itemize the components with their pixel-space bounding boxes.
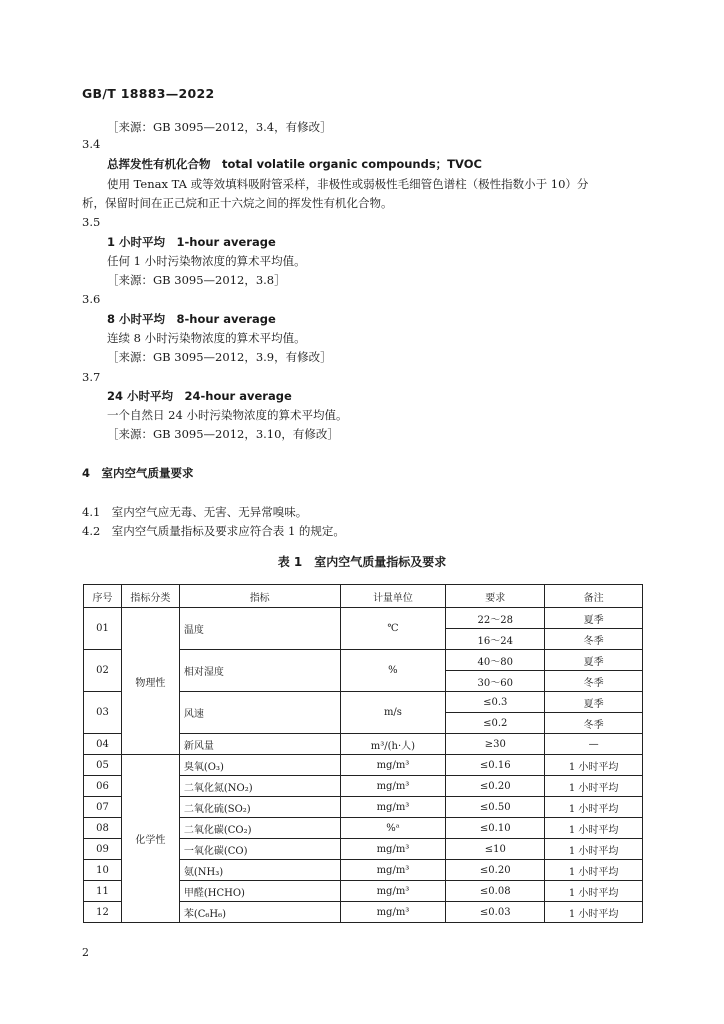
unit-cell: ℃: [340, 608, 446, 650]
clause-number: 3.6: [82, 292, 101, 306]
row-number: 12: [84, 902, 122, 923]
indicator-name: 二氧化硫(SO₂): [179, 797, 340, 818]
unit-cell: mg/m³: [340, 860, 446, 881]
row-number: 08: [84, 818, 122, 839]
definition-text: 使用 Tenax TA 或等效填料吸附管采样，非极性或弱极性毛细管色谱柱（极性指数小于 10）分: [107, 177, 589, 191]
term-title: 1 小时平均 1-hour average: [107, 235, 276, 249]
row-number: 07: [84, 797, 122, 818]
unit-cell: mg/m³: [340, 755, 446, 776]
note-cell: 冬季: [545, 713, 643, 734]
category-cell: 化学性: [121, 755, 179, 923]
indicator-name: 新风量: [179, 734, 340, 755]
clause-number: 3.4: [82, 137, 101, 151]
indicator-name: 一氧化碳(CO): [179, 839, 340, 860]
unit-cell: mg/m³: [340, 839, 446, 860]
table-caption: 表 1 室内空气质量指标及要求: [277, 555, 447, 569]
indicator-name: 风速: [179, 692, 340, 734]
row-number: 06: [84, 776, 122, 797]
requirement-cell: ≤0.20: [446, 776, 545, 797]
requirement-cell: ≥30: [446, 734, 545, 755]
note-cell: 1 小时平均: [545, 818, 643, 839]
paragraph: 4.1 室内空气应无毒、无害、无异常嗅味。: [82, 505, 308, 519]
clause-number: 3.7: [82, 370, 101, 384]
paragraph: 4.2 室内空气质量指标及要求应符合表 1 的规定。: [82, 524, 345, 538]
indicator-name: 相对湿度: [179, 650, 340, 692]
header-cell: 计量单位: [340, 585, 446, 608]
note-cell: 1 小时平均: [545, 755, 643, 776]
requirement-cell: ≤0.3: [446, 692, 545, 713]
indicator-name: 苯(C₆H₆): [179, 902, 340, 923]
note-cell: 冬季: [545, 629, 643, 650]
table-header-row: [84, 585, 643, 608]
page-number: 2: [82, 946, 89, 959]
unit-cell: m/s: [340, 692, 446, 734]
requirement-cell: ≤0.2: [446, 713, 545, 734]
indicator-name: 甲醛(HCHO): [179, 881, 340, 902]
standard-header: GB/T 18883—2022: [82, 86, 215, 101]
unit-cell: mg/m³: [340, 776, 446, 797]
category-cell: 物理性: [121, 608, 179, 755]
note-cell: 冬季: [545, 671, 643, 692]
source-note: ［来源：GB 3095—2012，3.9，有修改］: [107, 350, 332, 364]
requirement-cell: 16～24: [446, 629, 545, 650]
unit-cell: mg/m³: [340, 797, 446, 818]
source-note: ［来源：GB 3095—2012，3.4，有修改］: [107, 120, 332, 134]
note-cell: 夏季: [545, 608, 643, 629]
term-title: 总挥发性有机化合物 total volatile organic compounds；TVOC: [107, 157, 482, 171]
row-number: 09: [84, 839, 122, 860]
requirement-cell: ≤0.03: [446, 902, 545, 923]
requirement-cell: 40～80: [446, 650, 545, 671]
term-title: 8 小时平均 8-hour average: [107, 312, 276, 326]
row-number: 10: [84, 860, 122, 881]
header-cell: 指标: [179, 585, 340, 608]
indicator-name: 二氧化碳(CO₂): [179, 818, 340, 839]
note-cell: 1 小时平均: [545, 776, 643, 797]
indicator-name: 臭氧(O₃): [179, 755, 340, 776]
indicator-name: 氨(NH₃): [179, 860, 340, 881]
term-title: 24 小时平均 24-hour average: [107, 389, 292, 403]
table-row: [84, 608, 643, 629]
section-heading: 4 室内空气质量要求: [82, 466, 194, 480]
note-cell: 1 小时平均: [545, 797, 643, 818]
header-cell: 要求: [446, 585, 545, 608]
unit-cell: m³/(h·人): [340, 734, 446, 755]
row-number: 03: [84, 692, 122, 734]
header-cell: 序号: [84, 585, 122, 608]
definition-text: 连续 8 小时污染物浓度的算术平均值。: [107, 331, 306, 345]
row-number: 01: [84, 608, 122, 650]
definition-text: 析，保留时间在正己烷和正十六烷之间的挥发性有机化合物。: [82, 196, 393, 210]
requirement-cell: ≤0.16: [446, 755, 545, 776]
note-cell: —: [545, 734, 643, 755]
indicator-name: 二氧化氮(NO₂): [179, 776, 340, 797]
requirement-cell: 30～60: [446, 671, 545, 692]
table-row: [84, 755, 643, 776]
definition-text: 一个自然日 24 小时污染物浓度的算术平均值。: [107, 408, 348, 422]
row-number: 04: [84, 734, 122, 755]
note-cell: 1 小时平均: [545, 881, 643, 902]
requirement-cell: ≤0.10: [446, 818, 545, 839]
note-cell: 1 小时平均: [545, 902, 643, 923]
header-cell: 备注: [545, 585, 643, 608]
note-cell: 1 小时平均: [545, 839, 643, 860]
unit-cell: %: [340, 650, 446, 692]
row-number: 02: [84, 650, 122, 692]
unit-cell: mg/m³: [340, 902, 446, 923]
definition-text: 任何 1 小时污染物浓度的算术平均值。: [107, 254, 306, 268]
requirement-cell: ≤10: [446, 839, 545, 860]
requirement-cell: ≤0.20: [446, 860, 545, 881]
indicator-name: 温度: [179, 608, 340, 650]
requirement-cell: 22～28: [446, 608, 545, 629]
note-cell: 1 小时平均: [545, 860, 643, 881]
header-cell: 指标分类: [121, 585, 179, 608]
unit-cell: %ᵃ: [340, 818, 446, 839]
air-quality-table: [83, 584, 643, 923]
source-note: ［来源：GB 3095—2012，3.8］: [107, 273, 286, 287]
requirement-cell: ≤0.50: [446, 797, 545, 818]
row-number: 11: [84, 881, 122, 902]
note-cell: 夏季: [545, 650, 643, 671]
row-number: 05: [84, 755, 122, 776]
note-cell: 夏季: [545, 692, 643, 713]
requirement-cell: ≤0.08: [446, 881, 545, 902]
unit-cell: mg/m³: [340, 881, 446, 902]
clause-number: 3.5: [82, 215, 101, 229]
source-note: ［来源：GB 3095—2012，3.10，有修改］: [107, 427, 339, 441]
